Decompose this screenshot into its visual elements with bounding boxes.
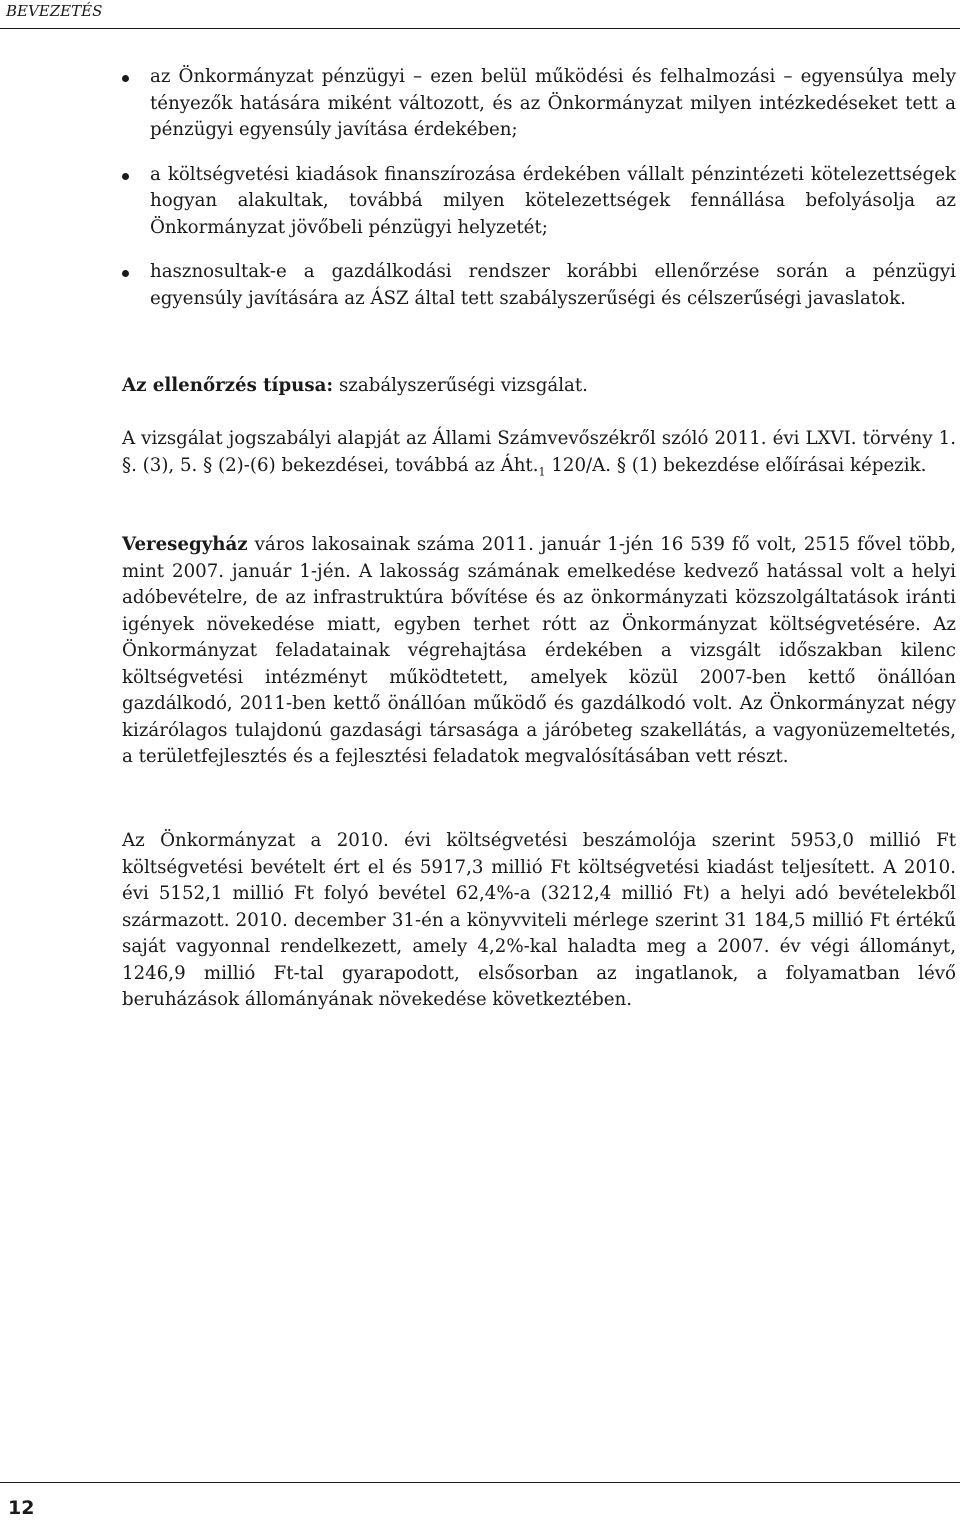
bullet-icon bbox=[122, 270, 129, 277]
header-rule bbox=[0, 28, 960, 29]
legal-basis-text-end: 120/A. § (1) bekezdése előírásai képezik. bbox=[545, 454, 927, 476]
bullet-text: az Önkormányzat pénzügyi – ezen belül működési és felhalmozási – egyensúlya mely tényezők hatására miként változott, és az Önkormányzat milyen intézkedéseket tett a pénzügyi egyensúly javítása érdekében; bbox=[150, 66, 956, 140]
bullet-text: a költségvetési kiadások finanszírozása érdekében vállalt pénzintézeti kötelezettségek hogyan alakultak, továbbá milyen kötelezettségek fennállása befolyásolja az Önkormányzat jövőbeli pénzügyi helyzetét; bbox=[150, 163, 956, 238]
town-text: város lakosainak száma 2011. január 1-jén 16 539 fő volt, 2515 fővel több, mint 2007. január 1-jén. A lakosság számának emelkedése kedvező hatással volt a helyi adóbevételre, de az infrastruktúra bővítése és az önkormányzati közszolgáltatások iránti igények növekedése miatt, egyben terhet rótt az Önkormányzat költségvetésére. Az Önkormányzat feladatainak végrehajtása érdekében a vizsgált időszakban kilenc költségvetési intézményt működtetett, amelyek közül 2007-ben kettő önállóan gazdálkodó, 2011-ben kettő önállóan működő és gazdálkodó volt. Az Önkormányzat négy kizárólagos tulajdonú gazdasági társasága a járóbeteg szakellátás, a vagyonüzemeltetés, a területfejlesztés és a fejlesztési feladatok megvalósításában vett részt. bbox=[122, 534, 956, 767]
running-header-title: BEVEZETÉS bbox=[6, 2, 103, 20]
bullet-icon bbox=[122, 75, 129, 82]
legal-basis-subscript: 1 bbox=[538, 465, 546, 479]
audit-type-label: Az ellenőrzés típusa: bbox=[122, 375, 334, 396]
bullet-list bbox=[122, 64, 956, 330]
finance-paragraph: Az Önkormányzat a 2010. évi költségvetési beszámolója szerint 5953,0 millió Ft költségvetési bevételt ért el és 5917,3 millió Ft költségvetési kiadást teljesített. A 2010. évi 5152,1 millió Ft folyó bevétel 62,4%-a (3212,4 millió Ft) a helyi adó bevételekből származott. 2010. december 31-én a könyvviteli mérlege szerint 31 184,5 millió Ft értékű saját vagyonnal rendelkezett, amely 4,2%-kal haladta meg a 2007. év végi állományt, 1246,9 millió Ft-tal gyarapodott, elsősorban az ingatlanok, a folyamatban lévő beruházások állományának növekedése következtében. bbox=[122, 830, 956, 1010]
legal-basis-paragraph bbox=[122, 426, 956, 486]
audit-type-value: szabályszerűségi vizsgálat. bbox=[338, 375, 588, 396]
audit-type-paragraph bbox=[122, 373, 956, 400]
legal-basis-text-start: A vizsgálat jogszabályi alapját az Állami Számvevőszékről szóló 2011. évi LXVI. törvény 1. §. (3), 5. § (2)-(6) bekezdései, továbbá az Áht. bbox=[122, 428, 956, 476]
town-paragraph bbox=[122, 532, 956, 771]
bullet-item bbox=[122, 64, 956, 144]
bullet-item bbox=[122, 162, 956, 242]
bullet-text: hasznosultak-e a gazdálkodási rendszer korábbi ellenőrzése során a pénzügyi egyensúly javítására az ÁSZ által tett szabályszerűségi és célszerűségi javaslatok. bbox=[150, 261, 956, 309]
bullet-icon bbox=[122, 173, 129, 180]
bullet-item bbox=[122, 259, 956, 312]
footer-rule bbox=[0, 1482, 960, 1483]
page-number: 12 bbox=[8, 1497, 35, 1519]
town-name: Veresegyház bbox=[122, 534, 248, 555]
